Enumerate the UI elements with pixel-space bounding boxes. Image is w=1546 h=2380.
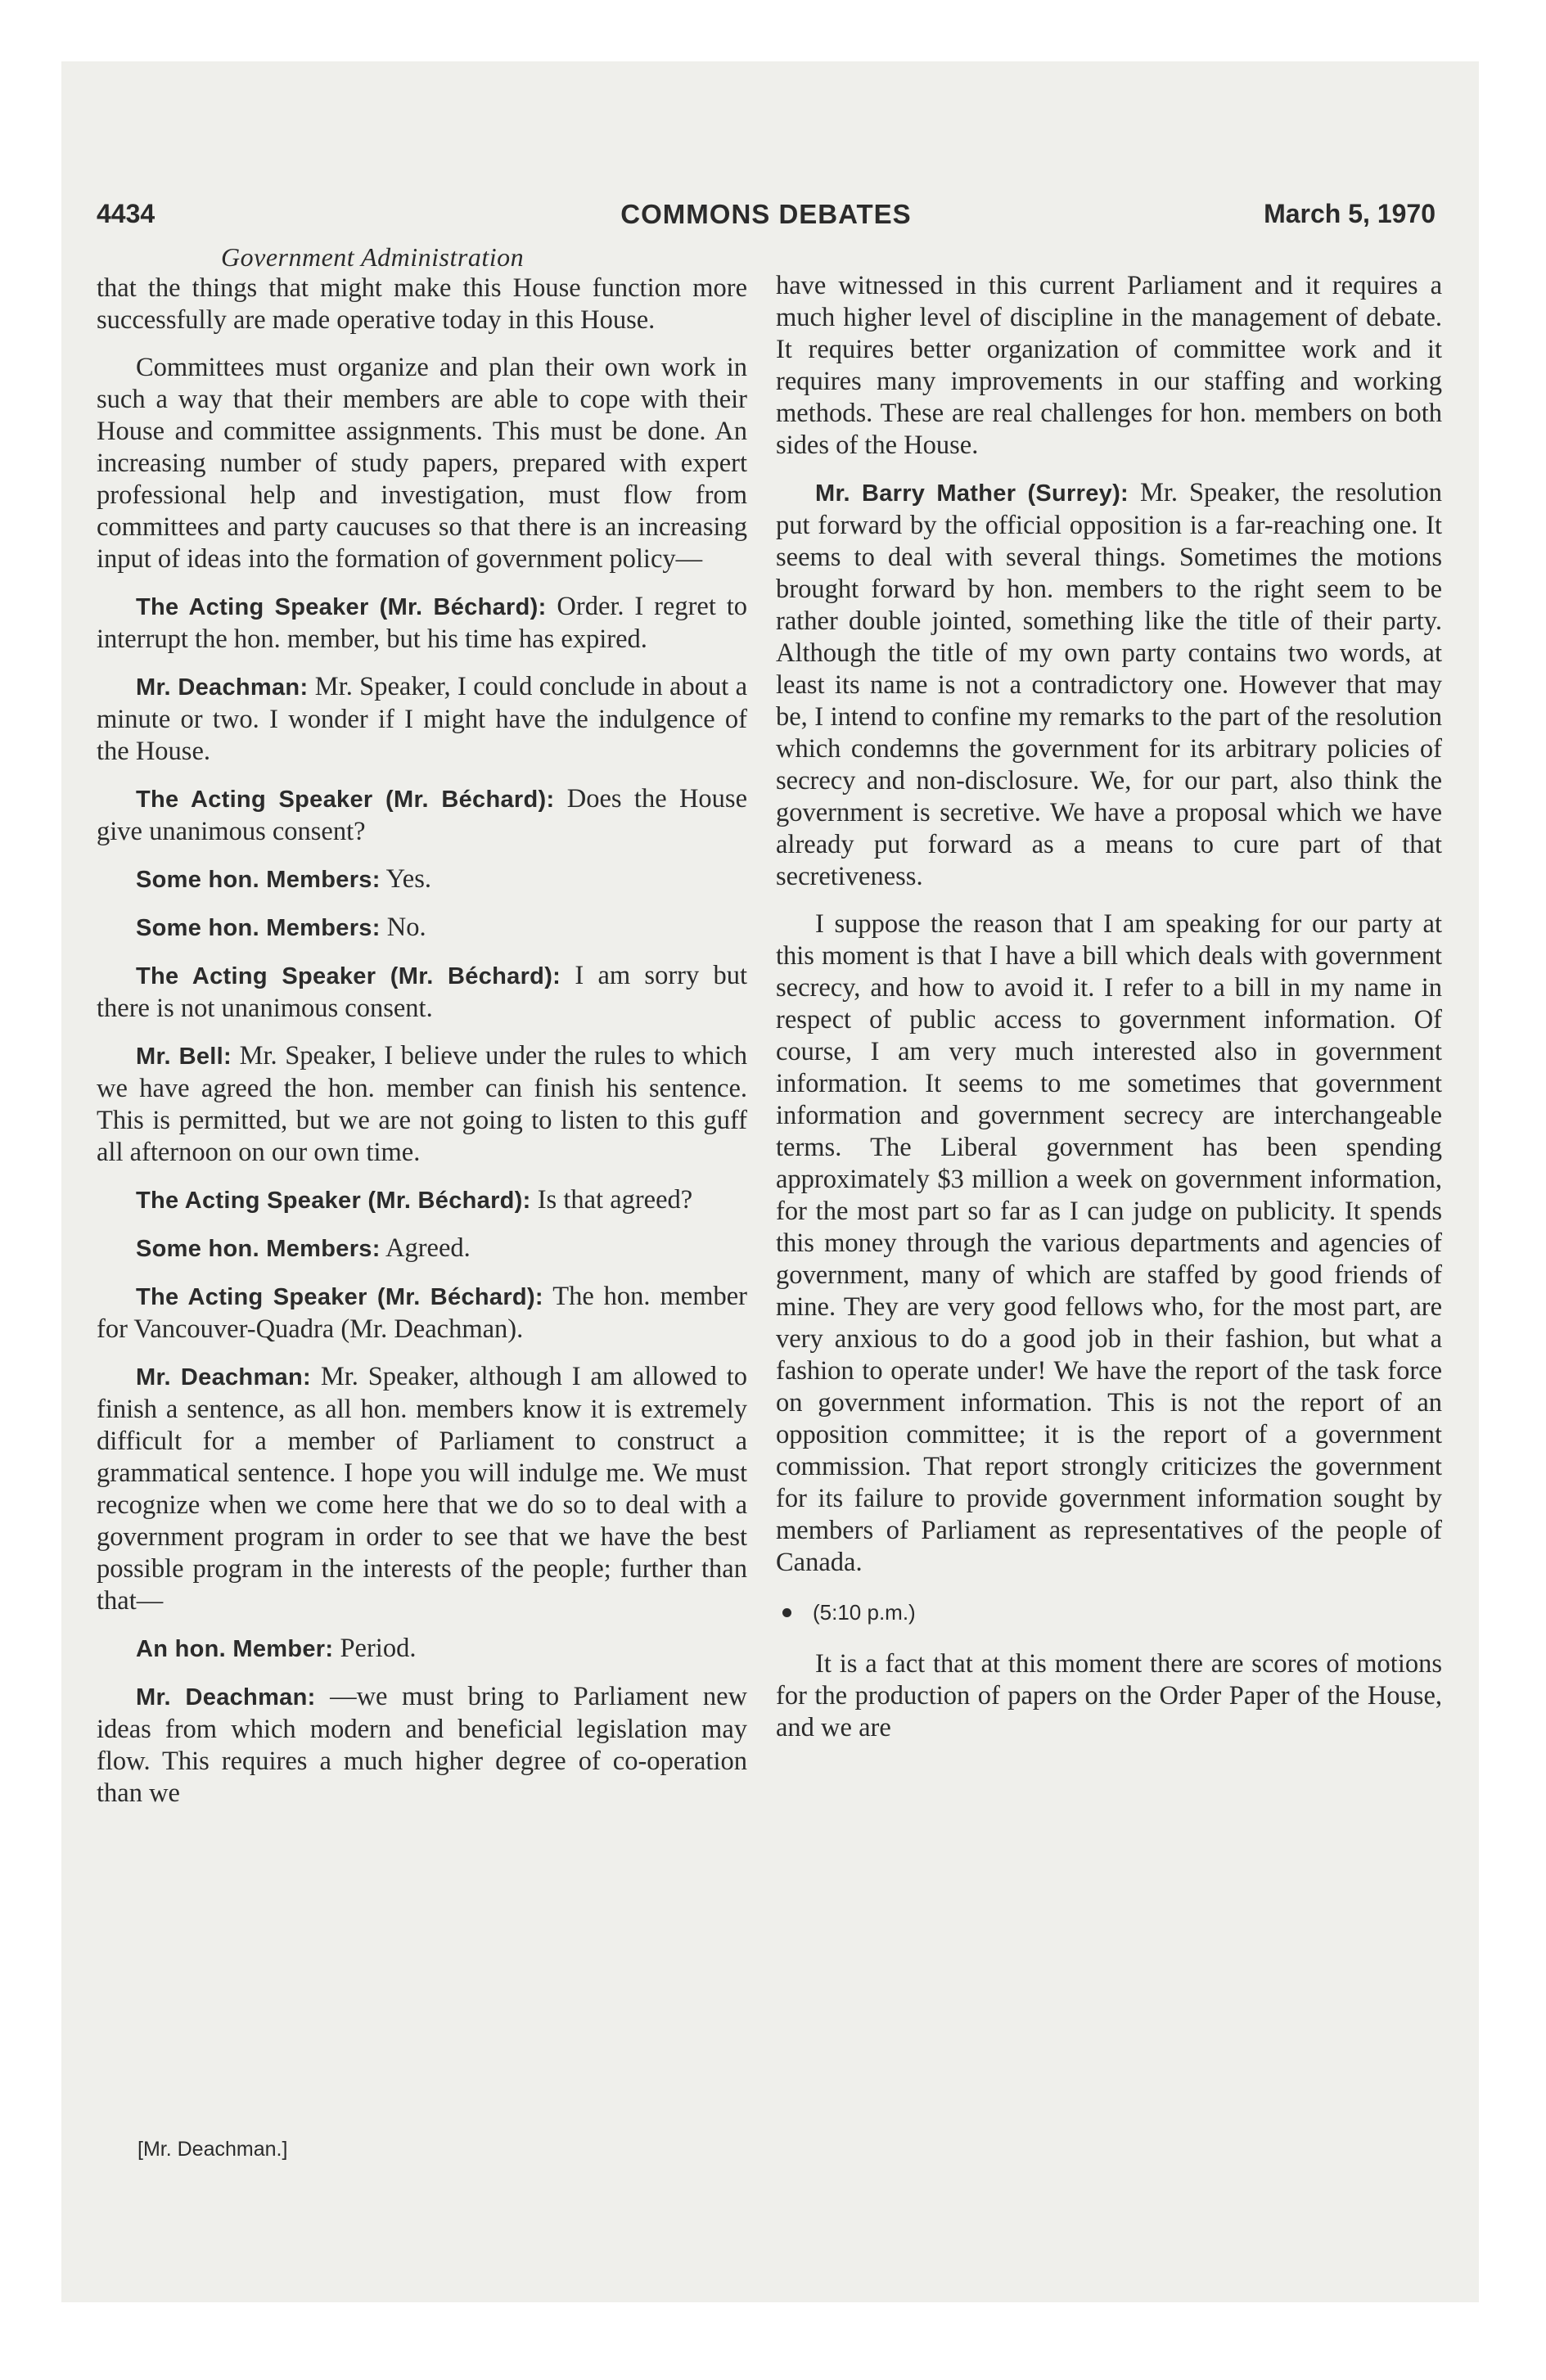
time-marker-text: (5:10 p.m.) bbox=[813, 1600, 916, 1625]
paragraph bbox=[776, 270, 1442, 462]
speech bbox=[97, 671, 747, 768]
paragraph-text: that the things that might make this House function more successfully are made operative today in this House. bbox=[97, 273, 747, 335]
speech bbox=[97, 960, 747, 1025]
section-subheading: Government Administration bbox=[221, 242, 525, 272]
speaker-name: Mr. Barry Mather (Surrey): bbox=[815, 480, 1129, 507]
speech bbox=[97, 1281, 747, 1346]
speaker-name: The Acting Speaker (Mr. Béchard): bbox=[136, 963, 561, 989]
speech bbox=[97, 1361, 747, 1617]
running-title: COMMONS DEBATES bbox=[620, 199, 912, 229]
speaker-name: The Acting Speaker (Mr. Béchard): bbox=[136, 1284, 543, 1310]
speaker-name: Mr. Deachman: bbox=[136, 1684, 316, 1711]
speech-text: Mr. Speaker, the resolution put forward by the official opposition is a far-reaching one. It seems to deal with several things. Sometimes the motions brought forward by hon. members to the right seem to be rather double jointed, something like the title of their party. Although the title of my own party contains two words, at least its name is not a contradictory one. However that may be, I intend to confine my remarks to the part of the resolution which condemns the government for its arbitrary policies of secrecy and non-disclosure. We, for our part, also think the government is secretive. We have a proposal which we have already put forward as a means to cure part of that secretiveness. bbox=[776, 478, 1442, 891]
speaker-name: The Acting Speaker (Mr. Béchard): bbox=[136, 594, 547, 620]
speech-text: No. bbox=[386, 913, 426, 942]
speech bbox=[97, 1681, 747, 1810]
speaker-name: The Acting Speaker (Mr. Béchard): bbox=[136, 787, 555, 813]
right-column bbox=[776, 270, 1442, 1760]
speech-text: Mr. Speaker, I believe under the rules to which we have agreed the hon. member can finish his sentence. This is permitted, but we are not going to listen to this guff all afternoon on our own time. bbox=[97, 1041, 748, 1167]
paragraph-text: have witnessed in this current Parliament and it requires a much higher level of discipline in the management of debate. It requires better organization of committee work and it requires many improvements in our staffing and working methods. These are real challenges for hon. members on both sides of the House. bbox=[776, 271, 1442, 460]
speech bbox=[97, 863, 747, 896]
paragraph bbox=[776, 1648, 1442, 1744]
speech-text: The hon. member for Vancouver-Quadra (Mr. Deachman). bbox=[97, 1282, 747, 1344]
footnote-speaker: [Mr. Deachman.] bbox=[137, 2138, 288, 2161]
speech bbox=[97, 1233, 747, 1265]
speaker-name: An hon. Member: bbox=[136, 1636, 334, 1662]
speaker-name: Some hon. Members: bbox=[136, 915, 381, 941]
bullet-icon bbox=[782, 1608, 791, 1617]
page-header bbox=[97, 199, 1436, 240]
speaker-name: Mr. Deachman: bbox=[136, 674, 309, 701]
paragraph bbox=[97, 273, 747, 336]
speech-text: Period. bbox=[340, 1634, 417, 1663]
speaker-name: Some hon. Members: bbox=[136, 867, 381, 893]
speech bbox=[97, 1633, 747, 1666]
speech bbox=[97, 591, 747, 656]
speech bbox=[97, 912, 747, 944]
speaker-name: The Acting Speaker (Mr. Béchard): bbox=[136, 1188, 531, 1214]
speech-text: Does the House give unanimous consent? bbox=[97, 784, 747, 846]
left-column bbox=[97, 273, 747, 1825]
page-number: 4434 bbox=[97, 199, 156, 228]
speech-text: Yes. bbox=[385, 864, 432, 894]
paragraph-text: Committees must organize and plan their own work in such a way that their members are able to cope with their House and committee assignments. This must be done. An increasing number of study papers, prepared with expert professional help and investigation, must flow from committees and party caucuses so that there is an increasing input of ideas into the formation of government policy— bbox=[97, 353, 747, 574]
paragraph bbox=[97, 352, 747, 575]
speaker-name: Some hon. Members: bbox=[136, 1236, 381, 1262]
speaker-name: Mr. Deachman: bbox=[136, 1364, 311, 1391]
speech-text: I am sorry but there is not unanimous consent. bbox=[97, 961, 748, 1023]
speech bbox=[97, 1184, 747, 1217]
paragraph-text: It is a fact that at this moment there are scores of motions for the production of papers on the Order Paper of the House, and we are bbox=[776, 1649, 1442, 1742]
paragraph bbox=[776, 908, 1442, 1579]
speaker-name: Mr. Bell: bbox=[136, 1044, 232, 1070]
speech bbox=[97, 1040, 747, 1169]
speech-text: Order. I regret to interrupt the hon. member, but his time has expired. bbox=[97, 592, 747, 654]
page-date: March 5, 1970 bbox=[1264, 199, 1436, 228]
speech bbox=[776, 477, 1442, 893]
speech bbox=[97, 783, 747, 848]
speech-text: Mr. Speaker, I could conclude in about a minute or two. I wonder if I might have the indulgence of the House. bbox=[97, 672, 748, 766]
time-marker bbox=[776, 1597, 1442, 1629]
speech-text: —we must bring to Parliament new ideas from which modern and beneficial legislation may flow. This requires a much higher degree of co-operation than we bbox=[97, 1682, 748, 1808]
speech-text: Mr. Speaker, although I am allowed to finish a sentence, as all hon. members know it is extremely difficult for a member of Parliament to construct a grammatical sentence. I hope you will indulge me. We must recognize when we come here that we do so to deal with a government program in order to see that we have the best possible program in the interests of the people; further than that— bbox=[97, 1362, 747, 1616]
speech-text: Agreed. bbox=[385, 1233, 471, 1263]
paragraph-text: I suppose the reason that I am speaking for our party at this moment is that I have a bill which deals with government secrecy, and how to avoid it. I refer to a bill in my name in respect of public access to government information. Of course, I am very much interested also in government information. It seems to me sometimes that government information and government secrecy are interchangeable terms. The Liberal government has been spending approximately $3 million a week on government information, for the most part so far as I can judge on publicity. It spends this money through the various departments and agencies of government, many of which are staffed by good friends of mine. They are very good fellows who, for the most part, are very anxious to do a good job in their fashion, but what a fashion to operate under! We have the report of the task force on government information. This is not the report of an opposition committee; it is the report of a government commission. That report strongly criticizes the government for its failure to provide government information sought by members of Parliament as representatives of the people of Canada. bbox=[776, 909, 1442, 1577]
speech-text: Is that agreed? bbox=[537, 1185, 693, 1215]
